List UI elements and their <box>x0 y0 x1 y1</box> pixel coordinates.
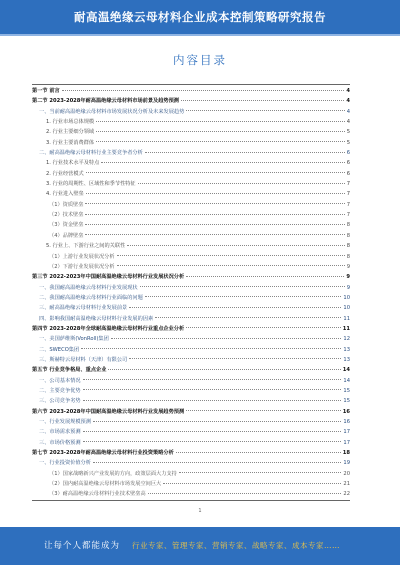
toc-entry-page: 4 <box>346 119 350 126</box>
toc-top-rule <box>32 84 350 85</box>
toc-entry-page: 20 <box>343 470 350 477</box>
toc-entry-page: 7 <box>346 191 350 198</box>
toc-entry-title: 一、公司基本情况 <box>39 377 81 384</box>
toc-entry-title: 二、耐高温绝缘云母材料行业主要竞争者分析 <box>39 150 143 157</box>
toc-entry[interactable] <box>32 448 350 458</box>
toc-entry-title: 二、市场需求预测 <box>39 429 81 436</box>
toc-entry-page: 15 <box>343 387 350 394</box>
toc-entry[interactable] <box>32 127 350 137</box>
toc-leader-dots <box>117 265 345 266</box>
toc-entry[interactable] <box>32 458 350 468</box>
toc-leader-dots <box>145 296 342 297</box>
toc-entry[interactable] <box>32 303 350 313</box>
toc-entry[interactable] <box>32 489 350 499</box>
toc-leader-dots <box>96 121 345 122</box>
toc-leader-dots <box>83 389 342 390</box>
toc-entry[interactable] <box>32 407 350 417</box>
toc-entry-page: 16 <box>343 419 350 425</box>
toc-entry-title: 二、我国耐高温绝缘云母材料行业面临的问题 <box>39 294 143 301</box>
toc-leader-dots <box>86 172 345 173</box>
toc-leader-dots <box>108 369 340 370</box>
toc-leader-dots <box>186 276 344 277</box>
toc-entry-title: 三、公司竞争劣势 <box>39 398 81 405</box>
toc-leader-dots <box>93 462 342 463</box>
toc-entry-title: （1）资质壁垒 <box>49 201 84 208</box>
toc-entry-page: 16 <box>342 408 350 415</box>
toc-entry-page: 8 <box>346 243 350 250</box>
toc-entry[interactable] <box>32 314 350 324</box>
toc-entry[interactable] <box>32 293 350 303</box>
toc-entry-title: 三、耐高温绝缘云母材料行业发展前景 <box>39 305 128 312</box>
toc-entry-title: （1）国家战略新兴产业发展的方向，政策层面大力支持 <box>49 470 177 477</box>
toc-entry-page: 21 <box>343 481 350 488</box>
toc-leader-dots <box>129 307 341 308</box>
toc-leader-dots <box>101 162 344 163</box>
toc-entry-title: 一、美国萨维斯(VonRoll)集团 <box>39 336 109 343</box>
toc-entry[interactable] <box>32 345 350 355</box>
toc-entry-title: （1）上游行业发展状况分析 <box>49 253 115 260</box>
toc-entry[interactable] <box>32 469 350 479</box>
toc-leader-dots <box>186 327 341 328</box>
toc-entry-title: 4. 行业进入壁垒 <box>46 191 84 198</box>
toc-leader-dots <box>155 317 341 318</box>
toc-entry-page: 10 <box>343 305 350 312</box>
toc-entry[interactable] <box>32 220 350 230</box>
toc-leader-dots <box>111 338 342 339</box>
toc-entry[interactable] <box>32 438 350 448</box>
toc-entry-title: 第二节 2023-2028年耐高温绝缘云母材料市场前景及趋势预测 <box>32 98 179 105</box>
toc-entry[interactable] <box>32 427 350 437</box>
toc-entry[interactable] <box>32 86 350 96</box>
toc-leader-dots <box>85 203 344 204</box>
toc-entry-page: 13 <box>343 346 350 353</box>
toc-entry[interactable] <box>32 158 350 168</box>
toc-leader-dots <box>138 183 345 184</box>
toc-leader-dots <box>96 141 345 142</box>
toc-entry-title: 3. 行业的周期性、区域性和季节性特征 <box>46 181 136 188</box>
toc-entry-page: 4 <box>346 98 350 105</box>
toc-entry[interactable] <box>32 107 350 117</box>
toc-leader-dots <box>186 110 344 111</box>
toc-entry-title: （4）品牌壁垒 <box>49 232 84 239</box>
toc-entry-page: 22 <box>343 491 350 498</box>
toc-entry[interactable] <box>32 479 350 489</box>
toc-entry[interactable] <box>32 231 350 241</box>
page-number: 1 <box>198 508 202 514</box>
toc-leader-dots <box>179 472 342 473</box>
toc-entry-title: （2）国内耐高温绝缘云母材料市场发展空间巨大 <box>49 481 162 488</box>
toc-leader-dots <box>140 286 345 287</box>
toc-leader-dots <box>83 441 342 442</box>
toc-entry-title: （2）下游行业发展状况分析 <box>49 263 115 270</box>
toc-entry-page: 7 <box>346 181 350 188</box>
toc-entry[interactable] <box>32 262 350 272</box>
toc-entry-title: 四、影响我国耐高温绝缘云母材料行业发展的因素 <box>39 315 154 322</box>
footer-expert-list: 行业专家、管理专家、营销专家、战略专家、成本专家…… <box>132 541 340 550</box>
toc-leader-dots <box>176 452 341 453</box>
toc-leader-dots <box>93 421 342 422</box>
toc-leader-dots <box>85 234 344 235</box>
report-footer <box>0 527 400 565</box>
toc-entry-page: 5 <box>346 139 350 146</box>
toc-entry-page: 11 <box>343 315 350 322</box>
toc-bottom-rule <box>32 500 350 501</box>
toc-leader-dots <box>129 358 341 359</box>
toc-entry[interactable] <box>32 96 350 106</box>
toc-entry[interactable] <box>32 272 350 282</box>
toc-entry-page: 10 <box>343 294 350 301</box>
toc-entry-page: 8 <box>346 222 350 229</box>
toc-entry[interactable] <box>32 365 350 375</box>
toc-entry-title: 三、市场价格预测 <box>39 439 81 446</box>
toc-entry[interactable] <box>32 417 350 427</box>
toc-entry-title: 第四节 2023-2028年全球耐高温绝缘云母材料行业重点企业分析 <box>32 325 185 332</box>
toc-leader-dots <box>163 483 341 484</box>
toc-leader-dots <box>127 245 344 246</box>
toc-entry-page: 19 <box>343 460 350 467</box>
toc-entry-title: 第一节 前言 <box>32 88 60 94</box>
toc-entry[interactable] <box>32 189 350 199</box>
toc-entry-page: 15 <box>343 398 350 405</box>
toc-entry-page: 5 <box>346 129 350 136</box>
toc-entry[interactable] <box>32 241 350 251</box>
toc-leader-dots <box>117 255 345 256</box>
toc-entry-page: 4 <box>346 108 350 115</box>
toc-entry-page: 11 <box>342 325 350 332</box>
toc-entry-title: 3. 行业主要消费群体 <box>46 139 95 146</box>
toc-entry-page: 9 <box>346 284 350 291</box>
toc-leader-dots <box>85 224 344 225</box>
toc-entry[interactable] <box>32 210 350 220</box>
toc-entry-title: 1. 行业市场总体规模 <box>46 119 95 126</box>
toc-entry-title: 第七节 2023-2028年耐高温绝缘云母材料行业投资策略分析 <box>32 450 174 457</box>
toc-leader-dots <box>83 431 342 432</box>
toc-entry-page: 17 <box>343 439 350 446</box>
toc-entry-page: 9 <box>346 263 350 270</box>
toc-entry-page: 14 <box>343 377 350 384</box>
toc-entry-title: 第三节 2022-2023年中国耐高温绝缘云母材料行业发展状况分析 <box>32 274 185 281</box>
toc-entry[interactable] <box>32 324 350 334</box>
toc-entry[interactable] <box>32 386 350 396</box>
toc-leader-dots <box>181 100 344 101</box>
toc-entry[interactable] <box>32 138 350 148</box>
toc-entry-title: 二、主要竞争优势 <box>39 387 81 394</box>
toc-entry[interactable] <box>32 355 350 365</box>
toc-entry-title: 三、斯赫特云母材料（天津）有限公司 <box>39 356 128 363</box>
toc-entry-page: 17 <box>343 429 350 436</box>
toc-entry[interactable] <box>32 396 350 406</box>
toc-entry-page: 7 <box>346 212 350 219</box>
toc-leader-dots <box>83 379 342 380</box>
toc-entry[interactable] <box>32 169 350 179</box>
toc-entry[interactable] <box>32 200 350 210</box>
toc-entry-page: 18 <box>342 450 350 457</box>
toc-leader-dots <box>186 410 341 411</box>
toc-entry-page: 8 <box>346 253 350 260</box>
toc-entry-page: 13 <box>343 356 350 363</box>
toc-entry-title: 二、SWECO集团 <box>39 346 80 353</box>
toc-entry-page: 9 <box>346 274 350 281</box>
toc-entry[interactable] <box>32 376 350 386</box>
toc-entry-title: （3）资金壁垒 <box>49 222 84 229</box>
toc-leader-dots <box>85 214 344 215</box>
toc-entry-title: （2）技术壁垒 <box>49 212 84 219</box>
toc-entry-page: 4 <box>346 88 350 94</box>
toc-entry-page: 7 <box>346 201 350 208</box>
toc-entry-title: 一、当前耐高温绝缘云母材料市场发展状况分析及未来发展趋势 <box>39 108 185 115</box>
toc-entry[interactable] <box>32 334 350 344</box>
toc-entry-title: 一、我国耐高温绝缘云母材料行业发展现状 <box>39 284 138 291</box>
footer-slogan: 让每个人都能成为 <box>44 541 121 551</box>
toc-entry[interactable] <box>32 179 350 189</box>
toc-entry-title: 一、行业投资价值分析 <box>39 460 91 467</box>
toc-entry-page: 12 <box>343 336 350 343</box>
toc-leader-dots <box>83 400 342 401</box>
toc-leader-dots <box>62 90 345 91</box>
toc-entry-page: 6 <box>346 170 350 177</box>
toc-entry-title: 第六节 2023-2028年中国耐高温绝缘云母材料行业发展趋势预测 <box>32 408 185 415</box>
toc-entry-title: 1. 行业技术水平及特点 <box>46 160 100 167</box>
toc-entry-page: 14 <box>342 367 350 374</box>
toc-entry-title: 5. 行业上、下游行业之间的关联性 <box>46 243 126 250</box>
toc-entry-page: 8 <box>346 232 350 239</box>
toc-entry-title: 2. 行业主要细分领域 <box>46 129 95 136</box>
toc-entry-title: 一、行业发展规模预测 <box>39 419 91 425</box>
report-header <box>0 0 400 34</box>
toc-leader-dots <box>81 348 341 349</box>
toc-heading: 内容目录 <box>173 53 227 67</box>
toc-entry[interactable] <box>32 283 350 293</box>
toc-entry-title: 第五节 行业竞争格局、重点企业 <box>32 367 107 374</box>
toc-entry[interactable] <box>32 252 350 262</box>
toc-entry[interactable] <box>32 148 350 158</box>
toc-leader-dots <box>145 152 345 153</box>
toc-leader-dots <box>148 493 342 494</box>
toc-entry-page: 6 <box>346 150 350 157</box>
toc-entry-title: 2. 行业经营模式 <box>46 170 84 177</box>
toc-entry[interactable] <box>32 117 350 127</box>
toc-entry-title: （3）耐高温绝缘云母材料行业技术壁垒高 <box>49 491 146 498</box>
table-of-contents <box>32 86 350 500</box>
toc-leader-dots <box>96 131 345 132</box>
report-title: 耐高温绝缘云母材料企业成本控制策略研究报告 <box>74 10 326 24</box>
toc-entry-page: 6 <box>346 160 350 167</box>
toc-leader-dots <box>86 193 345 194</box>
header-divider <box>0 34 400 36</box>
